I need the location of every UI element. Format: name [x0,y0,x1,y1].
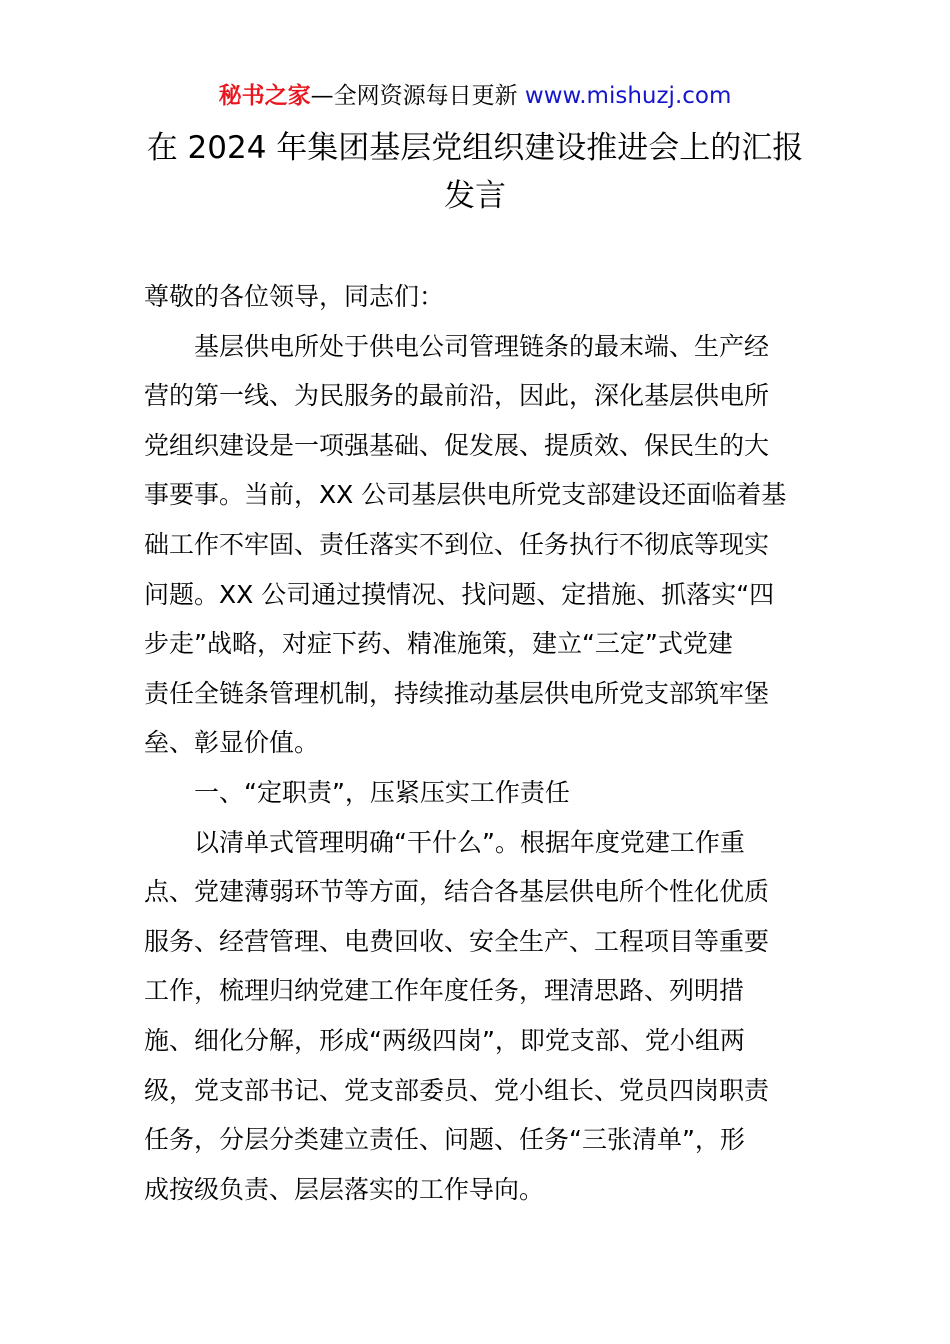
body-line: 责任全链条管理机制，持续推动基层供电所党支部筑牢堡 [144,678,770,708]
body-line: 服务、经营管理、电费回收、安全生产、工程项目等重要 [144,926,770,956]
body-line: 础工作不牢固、责任落实不到位、任务执行不彻底等现实 [144,529,770,559]
banner-brand: 秘书之家 [218,83,311,109]
body-line: 成按级负责、层层落实的工作导向。 [144,1174,545,1204]
body-line: 垒、彰显价值。 [144,728,320,758]
source-banner [0,80,950,112]
title-line-1: 在 2024 年集团基层党组织建设推进会上的汇报 [146,130,804,166]
salutation: 尊敬的各位领导，同志们： [144,282,445,311]
body-line: 步走”战略，对症下药、精准施策，建立“三定”式党建 [144,629,733,659]
title-line-2: 发言 [444,178,506,214]
body-line: 点、党建薄弱环节等方面，结合各基层供电所个性化优质 [144,877,770,907]
body-line: 以清单式管理明确“干什么”。根据年度党建工作重 [194,827,745,857]
body-line: 事要事。当前，XX 公司基层供电所党支部建设还面临着基 [144,480,787,510]
body-line: 施、细化分解，形成“两级四岗”，即党支部、党小组两 [144,1025,745,1055]
body-line: 级，党支部书记、党支部委员、党小组长、党员四岗职责 [144,1075,770,1105]
document-body [144,272,809,1214]
banner-tagline: —全网资源每日更新 [310,83,525,109]
document-title [100,124,850,220]
body-line: 营的第一线、为民服务的最前沿，因此，深化基层供电所 [144,381,770,411]
body-line: 工作，梳理归纳党建工作年度任务，理清思路、列明措 [144,976,745,1006]
body-line: 基层供电所处于供电公司管理链条的最末端、生产经 [194,331,770,361]
body-line: 任务，分层分类建立责任、问题、任务“三张清单”，形 [144,1125,745,1155]
body-line: 问题。XX 公司通过摸情况、找问题、定措施、抓落实“四 [144,579,775,609]
body-line: 党组织建设是一项强基础、促发展、提质效、保民生的大 [144,430,770,460]
banner-url[interactable]: www.mishuzj.com [524,83,732,109]
section-heading: 一、“定职责”，压紧压实工作责任 [194,777,570,807]
